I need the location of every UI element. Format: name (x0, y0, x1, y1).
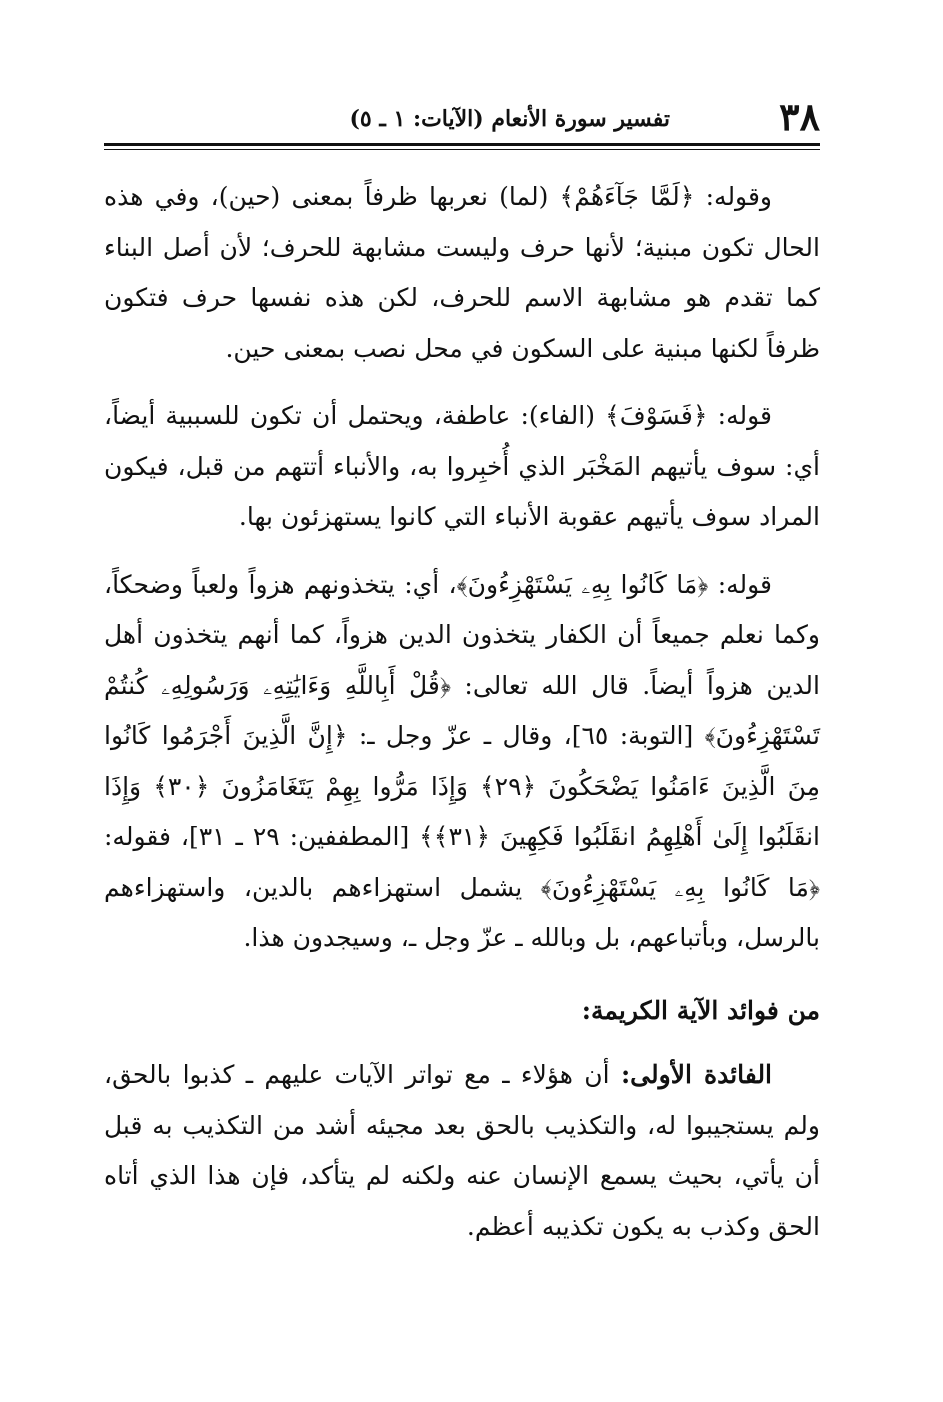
header-rule-thin (104, 149, 820, 150)
benefit-text: أن هؤلاء ـ مع تواتر الآيات عليهم ـ كذبوا بالحق، ولم يستجيبوا له، والتكذيب بالحق بعد مجيئه أشد من التكذيب به قبل أن يأتي، بحيث يسمع الإنسان عنه ولكنه لم يتأكد، فإن هذا الذي أتاه الحق وكذب به يكون تكذيبه أعظم. (104, 1060, 820, 1241)
page-header (104, 92, 820, 152)
paragraph-yastahziun: قوله: ﴿مَا كَانُوا بِهِۦ يَسْتَهْزِءُونَ﴾، أي: يتخذونهم هزواً ولعباً وضحكاً، وكما نعلم جميعاً أن الكفار يتخذون الدين هزواً، كما أنهم يتخذون أهل الدين هزواً أيضاً. قال الله تعالى: ﴿قُلْ أَبِاللَّهِ وَءَايَٰتِهِۦ وَرَسُولِهِۦ كُنتُمْ تَسْتَهْزِءُونَ﴾ [التوبة: ٦٥]، وقال ـ عزّ وجل ـ: ﴿إِنَّ الَّذِينَ أَجْرَمُوا كَانُوا مِنَ الَّذِينَ ءَامَنُوا يَضْحَكُونَ ﴿٢٩﴾ وَإِذَا مَرُّوا بِهِمْ يَتَغَامَزُونَ ﴿٣٠﴾ وَإِذَا انقَلَبُوا إِلَىٰ أَهْلِهِمُ انقَلَبُوا فَكِهِينَ ﴿٣١﴾﴾ [المطففين: ٢٩ ـ ٣١]، فقوله: ﴿مَا كَانُوا بِهِۦ يَسْتَهْزِءُونَ﴾ يشمل استهزاءهم بالدين، واستهزاءهم بالرسل، وبأتباعهم، بل وبالله ـ عزّ وجل ـ، وسيجدون هذا. (104, 569, 820, 952)
page-body (104, 172, 820, 1269)
header-rule (104, 143, 820, 146)
benefit-lead: الفائدة الأولى: (620, 1060, 773, 1089)
benefit-paragraph (104, 1050, 820, 1252)
running-title: تفسير سورة الأنعام (الآيات: ١ ـ ٥) (349, 106, 670, 132)
section-heading: من فوائد الآية الكريمة: (581, 995, 820, 1025)
page-number: ٣٨ (779, 94, 820, 139)
paragraph-lamma: وقوله: ﴿لَمَّا جَآءَهُمْ﴾ (لما) نعربها ظرفاً بمعنى (حين)، وفي هذه الحال تكون مبنية؛ لأنها حرف وليست مشابهة للحرف؛ لأن أصل البناء كما تقدم هو مشابهة الاسم للحرف، لكن هذه نفسها حرف فتكون ظرفاً لكنها مبنية على السكون في محل نصب بمعنى حين. (104, 182, 820, 363)
paragraph-fasawfa: قوله: ﴿فَسَوْفَ﴾ (الفاء): عاطفة، ويحتمل أن تكون للسببية أيضاً، أي: سوف يأتيهم المَخْبَر الذي أُخبِروا به، والأنباء أتتهم من قبل، فيكون المراد سوف يأتيهم عقوبة الأنباء التي كانوا يستهزئون بها. (104, 401, 820, 531)
